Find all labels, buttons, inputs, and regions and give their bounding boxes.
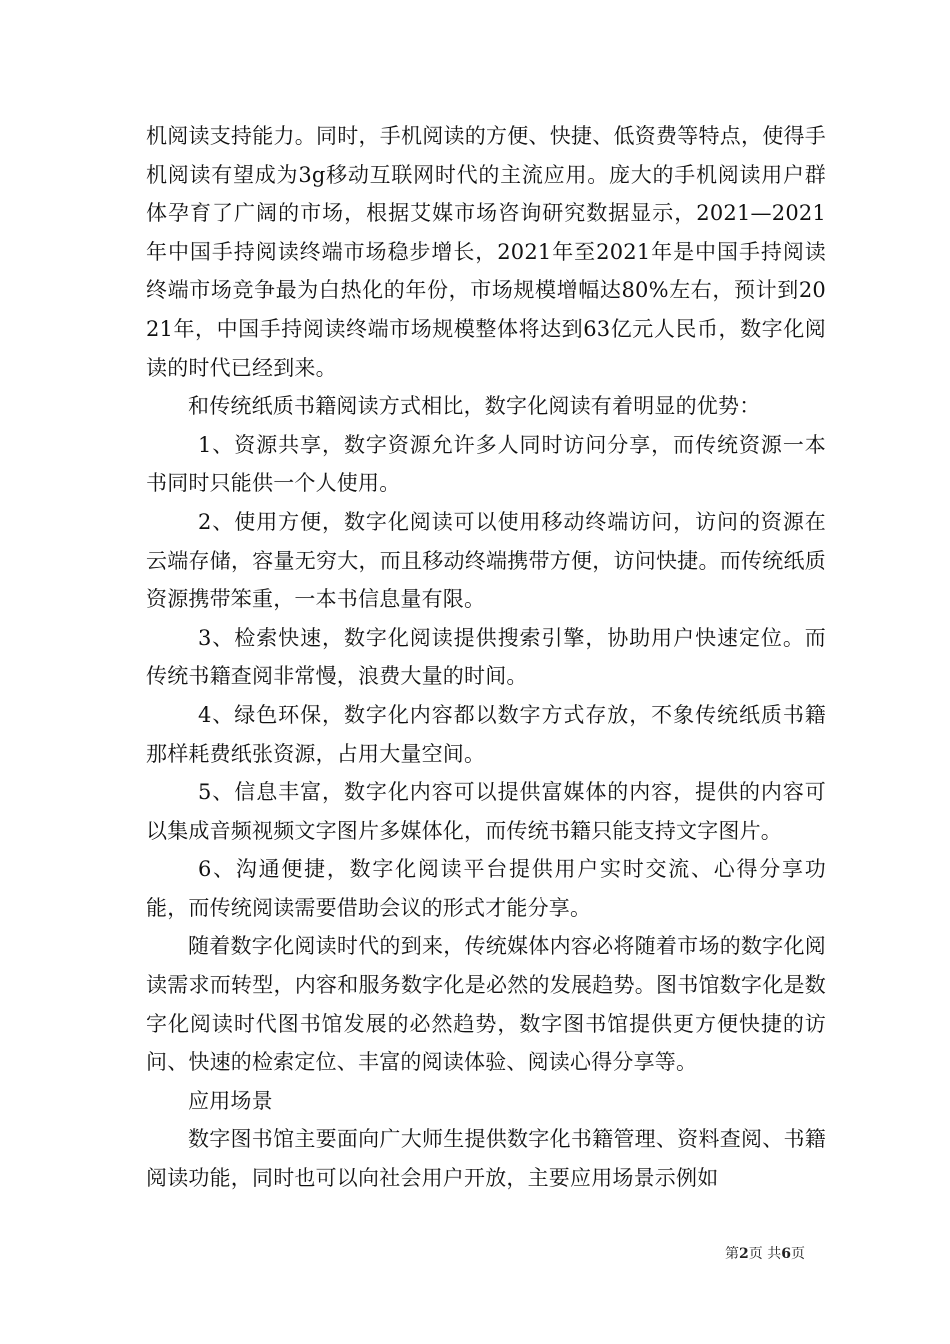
document-body [146,117,826,1198]
paragraph-market-intro: 机阅读支持能力。同时，手机阅读的方便、快捷、低资费等特点，使得手机阅读有望成为3g移动互联网时代的主流应用。庞大的手机阅读用户群体孕育了广阔的市场，根据艾媒市场咨询研究数据显示，2021—2021年中国手持阅读终端市场稳步增长，2021年至2021年是中国手持阅读终端市场竞争最为白热化的年份，市场规模增幅达80%左右，预计到2021年，中国手持阅读终端市场规模整体将达到63亿元人民币，数字化阅读的时代已经到来。 [146,124,826,380]
paragraph-advantage-2: 2、使用方便，数字化阅读可以使用移动终端访问，访问的资源在云端存储，容量无穷大，而且移动终端携带方便，访问快捷。而传统纸质资源携带笨重，一本书信息量有限。 [146,509,826,612]
paragraph-advantage-4: 4、绿色环保，数字化内容都以数字方式存放，不象传统纸质书籍那样耗费纸张资源，占用大量空间。 [146,702,826,766]
section-heading-scenarios: 应用场景 [188,1088,273,1113]
current-page-number: 2 [739,1246,749,1262]
paragraph-digital-trend: 随着数字化阅读时代的到来，传统媒体内容必将随着市场的数字化阅读需求而转型，内容和服务数字化是必然的发展趋势。图书馆数字化是数字化阅读时代图书馆发展的必然趋势，数字图书馆提供更方便快捷的访问、快速的检索定位、丰富的阅读体验、阅读心得分享等。 [146,934,826,1075]
footer-suffix: 页 [791,1246,805,1262]
paragraph-advantage-1: 1、资源共享，数字资源允许多人同时访问分享，而传统资源一本书同时只能供一个人使用。 [146,432,826,496]
paragraph-advantages-heading: 和传统纸质书籍阅读方式相比，数字化阅读有着明显的优势： [188,394,761,419]
paragraph-scenarios: 数字图书馆主要面向广大师生提供数字化书籍管理、资料查阅、书籍阅读功能，同时也可以向社会用户开放，主要应用场景示例如 [146,1127,826,1191]
total-page-number: 6 [781,1246,791,1262]
paragraph-advantage-3: 3、检索快速，数字化阅读提供搜索引擎，协助用户快速定位。而传统书籍查阅非常慢，浪费大量的时间。 [146,625,826,689]
page-number-footer [725,1245,805,1263]
footer-prefix: 第 [725,1246,740,1262]
paragraph-advantage-6: 6、沟通便捷，数字化阅读平台提供用户实时交流、心得分享功能，而传统阅读需要借助会议的形式才能分享。 [146,857,826,920]
footer-middle: 页 共 [748,1246,782,1262]
paragraph-advantage-5: 5、信息丰富，数字化内容可以提供富媒体的内容，提供的内容可以集成音频视频文字图片多媒体化，而传统书籍只能支持文字图片。 [146,780,826,843]
